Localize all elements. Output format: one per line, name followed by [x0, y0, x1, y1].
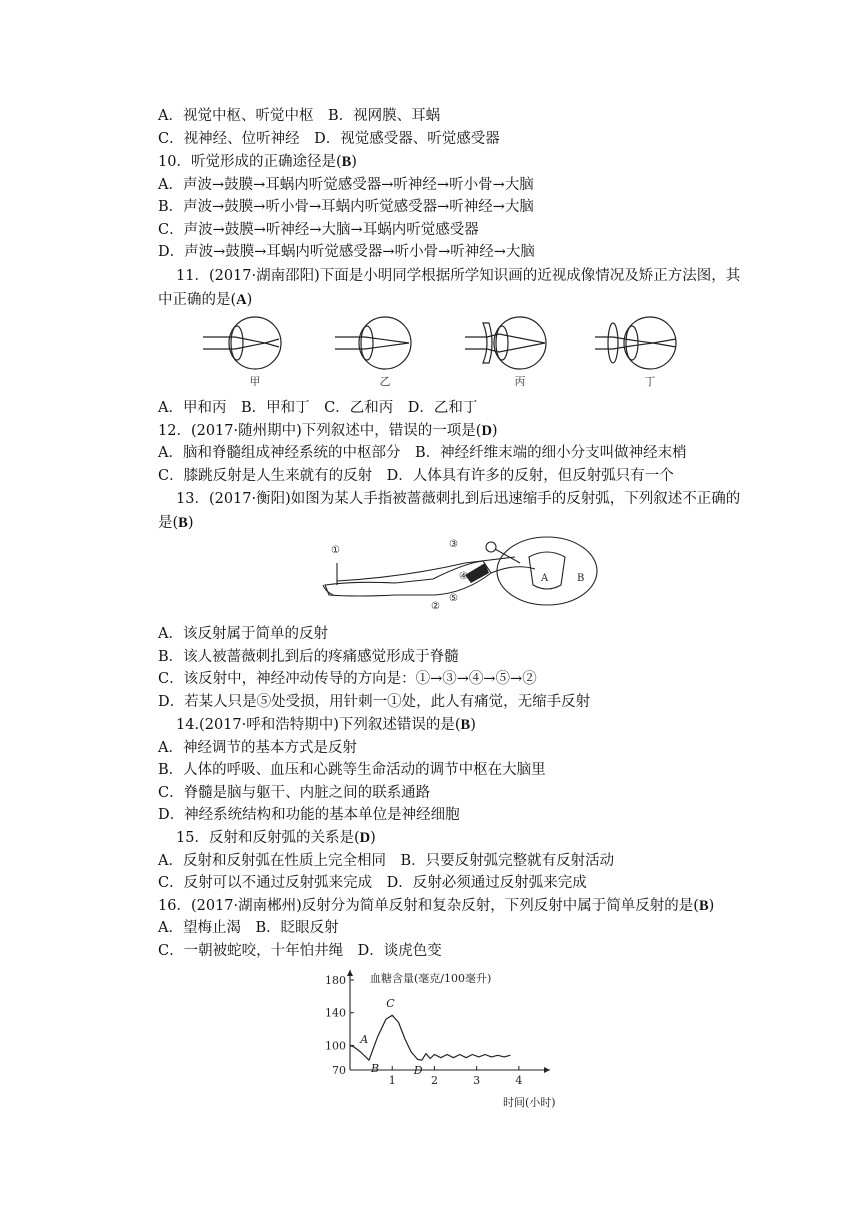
q12-stem-close: ): [491, 423, 498, 439]
q16-options-ab: A．望梅止渴 B．眨眼反射: [158, 920, 339, 936]
q10-option-c: C．声波→鼓膜→听神经→大脑→耳蜗内听觉感受器: [158, 222, 479, 238]
chart-axes: [347, 970, 550, 1076]
eye-diagram-yi: [335, 317, 411, 369]
q14-stem-close: ): [470, 717, 476, 733]
fig-label-yi: 乙: [379, 375, 391, 388]
y-tick-label: 180: [325, 974, 346, 987]
q15-stem: [176, 828, 376, 848]
fig-label-1: ①: [331, 545, 340, 556]
q10-stem-text: 10．听觉形成的正确途径是(: [158, 154, 342, 170]
fig-label-A: A: [541, 573, 549, 584]
q11-options: A．甲和丙 B．甲和丁 C．乙和丙 D．乙和丁: [158, 400, 478, 416]
y-tick-label: 70: [332, 1064, 346, 1077]
q9-options-cd: C．视神经、位听神经 D．视觉感受器、听觉感受器: [158, 131, 500, 147]
y-tick-label: 140: [325, 1006, 346, 1020]
q11-answer: A: [236, 292, 247, 308]
q14-option-a: A．神经调节的基本方式是反射: [158, 740, 357, 756]
fig-label-4: ④: [459, 571, 468, 582]
q13-option-d: D．若某人只是⑤处受损，用针刺一①处，此人有痛觉，无缩手反射: [158, 694, 591, 710]
chart-point-labels: [359, 997, 423, 1077]
q16-stem: [158, 896, 714, 916]
q11-stem-line2: [158, 290, 252, 310]
q12-stem-text: 12．(2017·随州期中)下列叙述中，错误的一项是(: [158, 423, 482, 439]
x-tick-label: 3: [473, 1074, 481, 1087]
q16-stem-close: ): [708, 898, 715, 914]
q10-answer: B: [341, 154, 352, 170]
q14-option-d: D．神经系统结构和功能的基本单位是神经细胞: [158, 807, 460, 823]
eye-diagram-bing: [465, 317, 546, 369]
q10-stem-close: ): [351, 154, 357, 170]
point-label-B: B: [371, 1062, 380, 1076]
fig-label-bing: 丙: [514, 375, 526, 388]
point-label-A: A: [360, 1033, 369, 1047]
fig-label-3: ③: [449, 539, 458, 550]
y-axis-arrow: [347, 970, 353, 976]
eye-diagram-ding: [595, 317, 676, 369]
q15-stem-text: 15．反射和反射弧的关系是(: [176, 830, 360, 846]
q16-stem-text: 16．(2017·湖南郴州)反射分为简单反射和复杂反射，下列反射中属于简单反射的是(: [158, 898, 699, 914]
q13-answer: B: [178, 515, 188, 531]
q13-option-a: A．该反射属于简单的反射: [158, 626, 328, 642]
fig-label-2: ②: [431, 601, 440, 612]
q14-option-c: C．脊髓是脑与躯干、内脏之间的联系通路: [158, 785, 431, 801]
x-tick-label: 4: [515, 1074, 523, 1087]
q15-options-ab: A．反射和反射弧在性质上完全相同 B．只要反射弧完整就有反射活动: [158, 853, 615, 869]
q11-stem-close: ): [246, 292, 253, 308]
q12-options-ab: A．脑和脊髓组成神经系统的中枢部分 B．神经纤维末端的细小分支叫做神经末梢: [158, 445, 687, 461]
q14-answer: B: [460, 717, 471, 733]
y-tick-label: 100: [325, 1039, 346, 1053]
x-tick-label: 2: [430, 1074, 438, 1087]
q10-option-b: B．声波→鼓膜→听小骨→耳蜗内听觉感受器→听神经→大脑: [158, 199, 534, 215]
q13-option-c: C．该反射中，神经冲动传导的方向是：①→③→④→⑤→②: [158, 671, 537, 687]
q10-option-a: A．声波→鼓膜→耳蜗内听觉感受器→听神经→听小骨→大脑: [158, 177, 534, 193]
q12-stem: [158, 421, 498, 441]
q12-answer: D: [481, 423, 492, 439]
q13-stem-line1: 13．(2017·衡阳)如图为某人手指被蔷薇刺扎到后迅速缩手的反射弧，下列叙述不正确的: [176, 491, 741, 507]
point-label-C: C: [386, 997, 395, 1011]
q14-stem-text: 14.(2017·呼和浩特期中)下列叙述错误的是(: [176, 717, 461, 733]
q15-options-cd: C．反射可以不通过反射弧来完成 D．反射必须通过反射弧来完成: [158, 875, 587, 891]
fig-label-ding: 丁: [644, 375, 656, 388]
q13-stem-text: 是(: [158, 515, 179, 531]
reflex-arc-figure: [315, 533, 605, 613]
fig-label-jia: 甲: [249, 375, 261, 388]
fig-label-B: B: [577, 573, 585, 584]
q12-options-cd: C．膝跳反射是人生来就有的反射 D．人体具有许多的反射，但反射弧只有一个: [158, 468, 674, 484]
point-label-D: D: [413, 1064, 423, 1078]
chart-ylabel: 血糖含量(毫克/100毫升): [370, 972, 492, 985]
q11-stem-text: 中正确的是(: [158, 292, 237, 308]
q14-stem: [176, 715, 476, 735]
x-axis-arrow: [544, 1067, 550, 1073]
q13-option-b: B．该人被蔷薇刺扎到后的疼痛感觉形成于脊髓: [158, 649, 459, 665]
q16-options-cd: C．一朝被蛇咬，十年怕井绳 D．谈虎色变: [158, 943, 442, 959]
chart-xlabel: 时间(小时): [503, 1096, 556, 1109]
q16-answer: B: [698, 898, 709, 914]
q15-answer: D: [359, 830, 371, 846]
q13-stem-close: ): [187, 515, 194, 531]
fig-label-5: ⑤: [449, 593, 458, 604]
q11-eye-figure: [195, 313, 695, 393]
blood-sugar-line: [350, 1015, 510, 1060]
blood-sugar-chart: [300, 962, 580, 1112]
q11-stem-line1: 11．(2017·湖南邵阳)下面是小明同学根据所学知识画的近视成像情况及矫正方法图，其: [176, 268, 741, 284]
q10-stem: [158, 152, 357, 172]
x-tick-label: 1: [388, 1074, 396, 1087]
q10-option-d: D．声波→鼓膜→耳蜗内听觉感受器→听小骨→听神经→大脑: [158, 244, 535, 260]
q13-stem-line2: [158, 513, 194, 533]
chart-series: [350, 1015, 510, 1060]
q14-option-b: B．人体的呼吸、血压和心跳等生命活动的调节中枢在大脑里: [158, 762, 546, 778]
q9-options-ab: A．视觉中枢、听觉中枢 B．视网膜、耳蜗: [158, 108, 441, 124]
q15-stem-close: ): [370, 830, 376, 846]
eye-diagram-jia: [203, 317, 281, 369]
